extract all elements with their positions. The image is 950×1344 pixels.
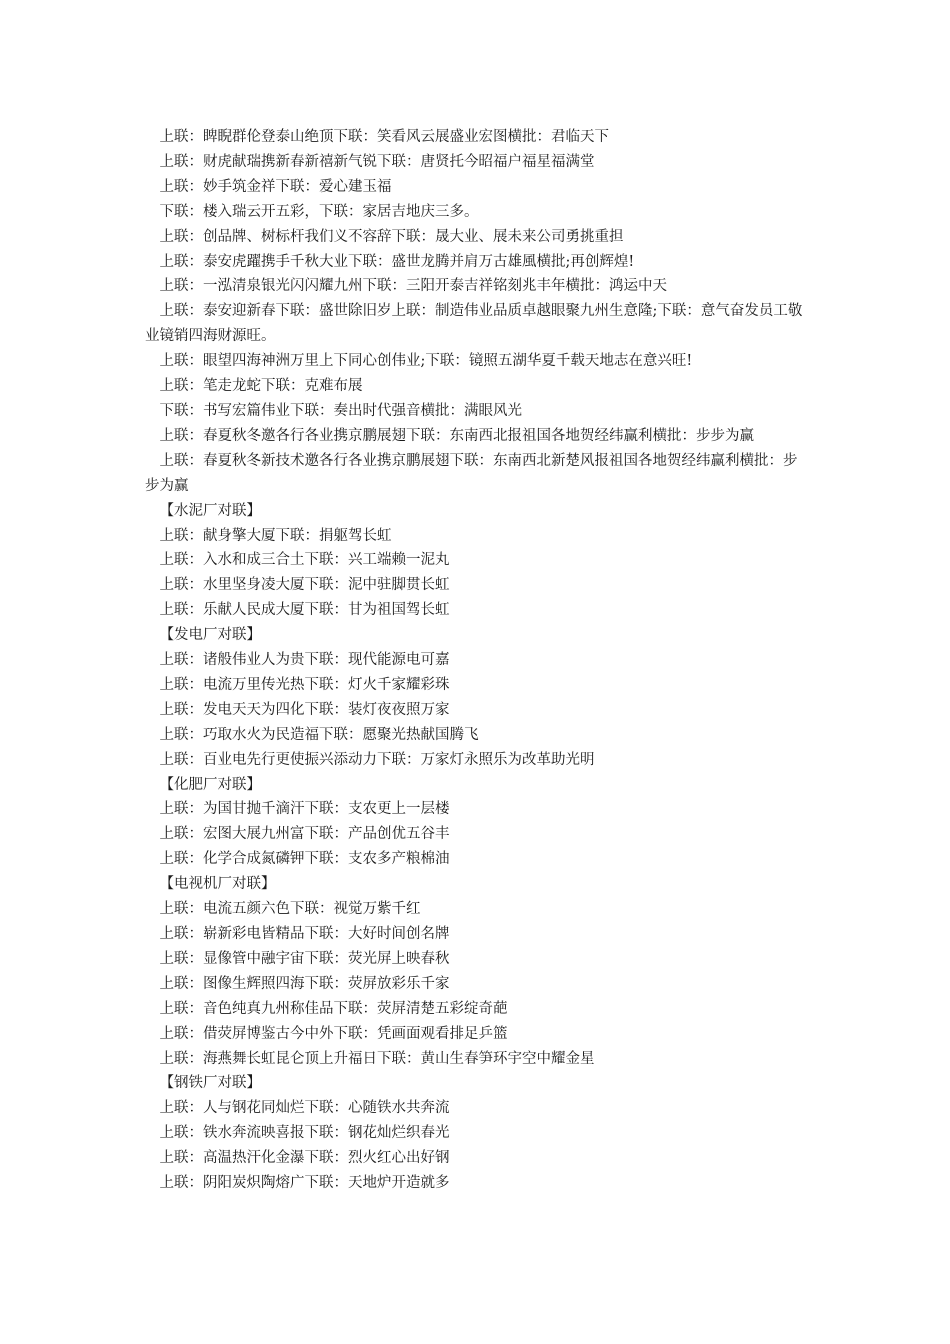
text-line: 上联：电流五颜六色下联：视觉万紫千红 [159,901,421,918]
text-line: 上联：电流万里传光热下联：灯火千家耀彩珠 [159,676,450,693]
text-line: 上联：一泓清泉银光闪闪耀九州下联：三阳开泰吉祥铭刻兆丰年横批：鸿运中天 [159,278,667,295]
section-heading-cement: 【水泥厂对联】 [159,502,261,519]
text-line: 上联：睥睨群伦登泰山绝顶下联：笑看风云展盛业宏图横批：君临天下 [159,129,609,145]
text-line: 上联：财虎献瑞携新春新禧新气锐下联：唐贤托今昭福户福星福满堂 [159,153,595,170]
text-line: 上联：崭新彩电皆精品下联：大好时间创名牌 [159,926,450,942]
text-line: 上联：发电天天为四化下联：装灯夜夜照万家 [159,701,450,718]
text-line: 上联：泰安迎新春下联：盛世除旧岁上联：制造伟业品质卓越眼聚九州生意隆;下联：意气奋发员工敬业镜销四海财源旺。 [145,303,803,345]
text-line: 上联：化学合成氮磷钾下联：支农多产粮棉油 [159,851,450,868]
text-line: 上联：铁水奔流映喜报下联：钢花灿烂织春光 [159,1125,450,1142]
text-line: 上联：巧取水火为民造福下联：愿聚光热献国腾飞 [159,726,479,743]
text-line: 上联：人与钢花同灿烂下联：心随铁水共奔流 [159,1100,450,1117]
text-line: 上联：诸般伟业人为贵下联：现代能源电可嘉 [159,652,450,669]
text-line: 上联：春夏秋冬新技术邀各行各业携京鹏展翅下联：东南西北新楚风报祖国各地贺经纬赢利横批：步步为赢 [145,452,798,494]
text-line: 上联：献身擎大厦下联：捐躯驾长虹 [159,527,392,544]
section-heading-tv-factory: 【电视机厂对联】 [159,876,276,893]
text-line: 上联：笔走龙蛇下联：克难布展 [159,378,363,395]
section-heading-fertilizer: 【化肥厂对联】 [159,776,261,793]
text-line: 上联：入水和成三合土下联：兴工端赖一泥丸 [159,552,450,569]
text-line: 上联：图像生辉照四海下联：荧屏放彩乐千家 [159,975,450,992]
text-line: 上联：创品牌、树标杆我们义不容辞下联：晟大业、展未来公司勇挑重担 [159,228,624,245]
text-line: 上联：宏图大展九州富下联：产品创优五谷丰 [159,826,450,843]
text-line: 上联：显像管中融宇宙下联：荧光屏上映春秋 [159,950,450,967]
text-line: 上联：乐献人民成大厦下联：甘为祖国驾长虹 [159,602,450,619]
text-line: 下联：书写宏篇伟业下联：奏出时代强音横批：满眼风光 [159,402,522,419]
text-line: 上联：妙手筑金祥下联：爱心建玉福 [159,178,392,195]
section-heading-power-plant: 【发电厂对联】 [159,627,261,644]
text-line: 上联：音色纯真九州称佳品下联：荧屏清楚五彩绽奇葩 [159,1000,508,1017]
text-line: 上联：春夏秋冬邀各行各业携京鹏展翅下联：东南西北报祖国各地贺经纬赢利横批：步步为赢 [159,427,754,444]
text-line: 上联：眼望四海神洲万里上下同心创伟业;下联：镜照五湖华夏千载天地志在意兴旺! [159,353,693,370]
text-line: 下联：楼入瑞云开五彩，下联：家居吉地庆三多。 [159,203,479,220]
section-heading-steel-plant: 【钢铁厂对联】 [159,1075,261,1092]
text-line: 上联：泰安虎躍携手千秋大业下联：盛世龙腾并肩万古雄風横批;再创辉煌! [159,253,635,270]
couplet-text-body [145,125,810,1196]
text-line: 上联：借荧屏博鉴古今中外下联：凭画面观看排足乒篮 [159,1025,508,1042]
text-line: 上联：高温热汗化金瀑下联：烈火红心出好钢 [159,1150,450,1167]
text-line: 上联：百业电先行更使振兴添动力下联：万家灯永照乐为改革助光明 [159,751,595,768]
text-line: 上联：水里坚身凌大厦下联：泥中驻脚贯长虹 [159,577,450,594]
text-line: 上联：为国甘抛千滴汗下联：支农更上一层楼 [159,801,450,818]
text-line: 上联：海燕舞长虹昆仑顶上升福日下联：黄山生春笋环宇空中耀金星 [159,1050,595,1067]
text-line: 上联：阴阳炭炽陶熔广下联：天地炉开造就多 [159,1175,450,1192]
